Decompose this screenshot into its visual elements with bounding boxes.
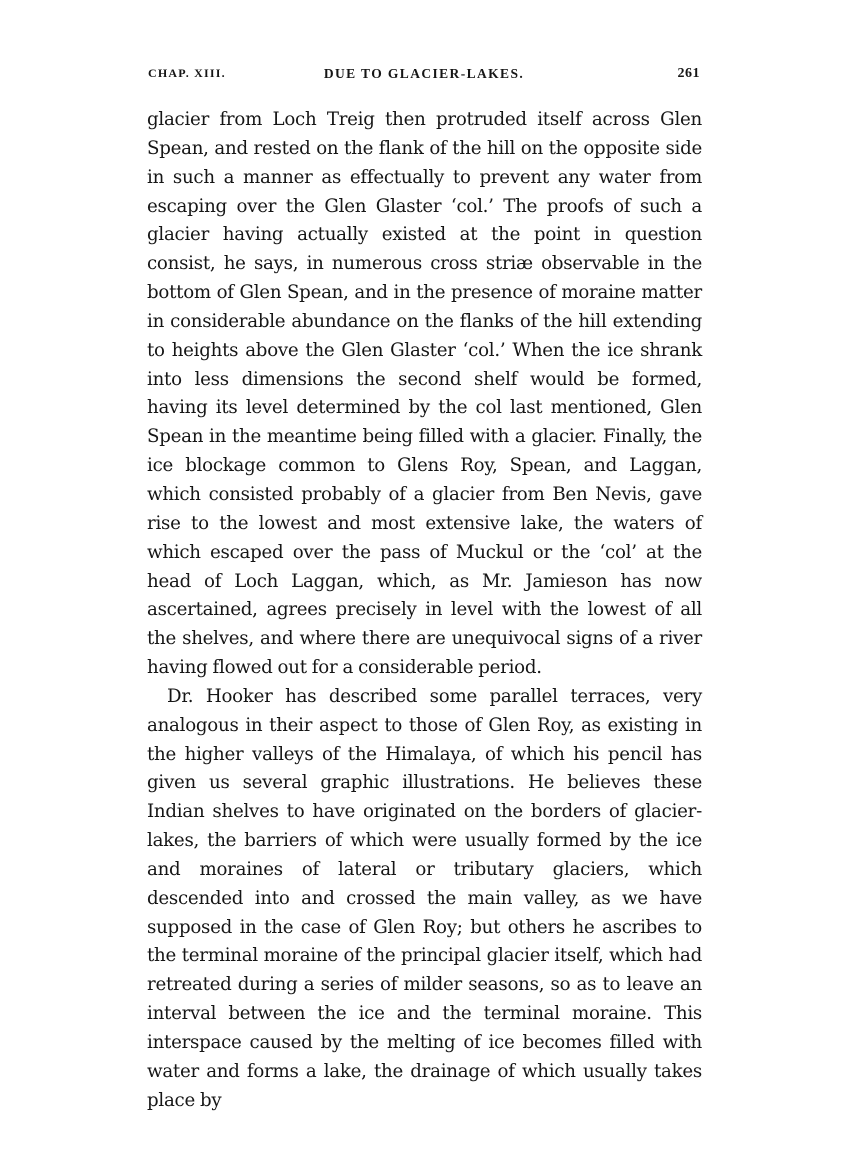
paragraph-1: glacier from Loch Treig then protruded itself across Glen Spean, and rested on the flank of the hill on the opposite side in such a manner as effectually to prevent any water from escaping over the Glen Glaster ‘col.’ The proofs of such a glacier having actually existed at the point in question consist, he says, in numerous cross striæ observable in the bottom of Glen Spean, and in the presence of moraine matter in considerable abundance on the flanks of the hill extending to heights above the Glen Glaster ‘col.’ When the ice shrank into less dimensions the second shelf would be formed, having its level determined by the col last mentioned, Glen Spean in the meantime being filled with a glacier. Finally, the ice blockage common to Glens Roy, Spean, and Laggan, which consisted probably of a glacier from Ben Nevis, gave rise to the lowest and most extensive lake, the waters of which escaped over the pass of Muckul or the ‘col’ at the head of Loch Laggan, which, as Mr. Jamieson has now ascertained, agrees precisely in level with the lowest of all the shelves, and where there are unequivocal signs of a river having flowed out for a considerable period. — [147, 109, 702, 679]
running-head — [148, 66, 700, 86]
body-text — [147, 106, 702, 1116]
page-number: 261 — [677, 66, 700, 81]
paragraph-2: Dr. Hooker has described some parallel terraces, very analogous in their aspect to those of Glen Roy, as existing in the higher valleys of the Himalaya, of which his pencil has given us several graphic illustrations. He believes these Indian shelves to have originated on the borders of glacier-lakes, the barriers of which were usually formed by the ice and moraines of lateral or tributary glaciers, which descended into and crossed the main valley, as we have supposed in the case of Glen Roy; but others he ascribes to the terminal moraine of the principal glacier itself, which had retreated during a series of milder seasons, so as to leave an interval between the ice and the terminal moraine. This interspace caused by the melting of ice becomes filled with water and forms a lake, the drainage of which usually takes place by — [147, 685, 702, 1111]
chapter-label: CHAP. XIII. — [148, 66, 226, 80]
running-title: DUE TO GLACIER-LAKES. — [323, 66, 525, 81]
